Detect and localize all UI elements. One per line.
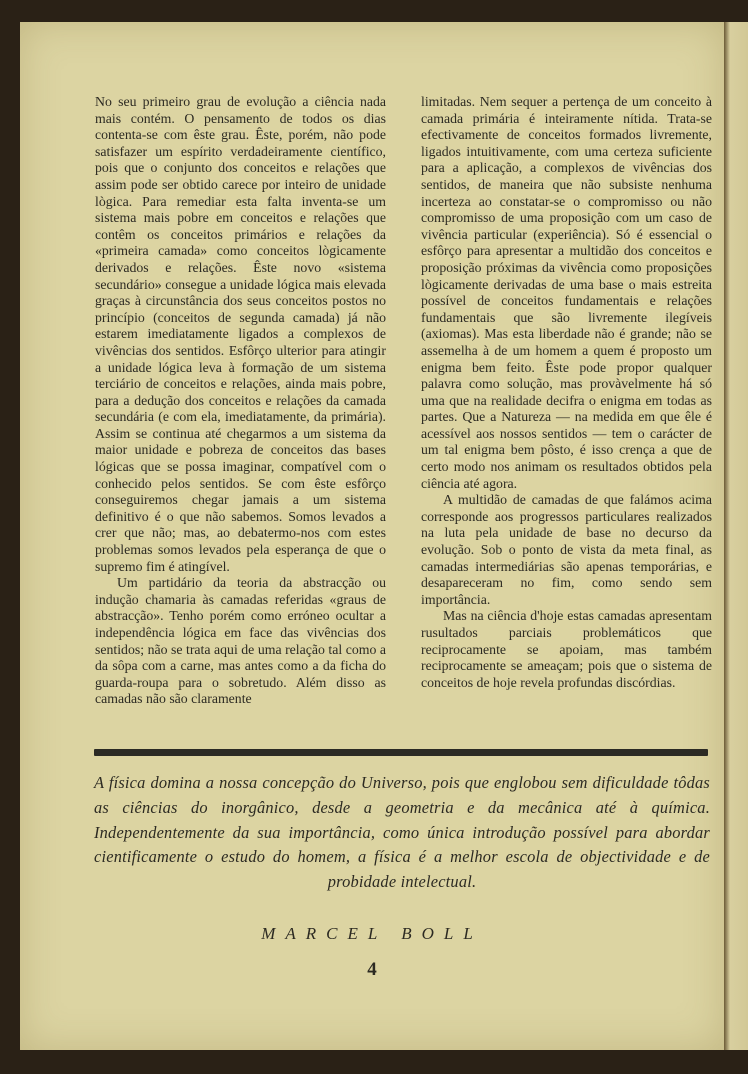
horizontal-rule bbox=[94, 749, 708, 756]
paragraph: Um partidário da teoria da abstracção ou indução chamaria às camadas referidas «graus de abstracção». Tenho porém como erróneo ocultar a independência lógica em face das vivências dos sentidos; não se trata aqui de uma relação tal como a da sôpa com a carne, mas antes como a da ficha do guarda-roupa para o sobretudo. Além disso as camadas não são claramente bbox=[95, 575, 386, 707]
quote-author: MARCEL BOLL bbox=[261, 924, 483, 943]
paragraph: limitadas. Nem sequer a pertença de um conceito à camada primária é inteiramente nítida. Trata-se efectivamente de conceitos formados livremente, ligados intuitivamente, com uma certeza suficiente para a aplicação, a complexos de vivências dos sentidos, de maneira que não subsiste nenhuma incerteza ao constatar-se o compromisso ou não compromisso de uma proposição com um caso de vivência particular (experiência). Só é essencial o esfôrço para apresentar a multidão dos conceitos e proposição próximas da vivência como proposições lògicamente derivadas de uma base o mais estreita possível de conceitos fundamentais e relações fundamentais que são livremente ilegíveis (axiomas). Mas esta liberdade não é grande; não se assemelha à de um homem a quem é proposto um enigma bem feito. Êste pode propor qualquer palavra como solução, mas provàvelmente há só uma que na realidade decifra o enigma em todas as partes. Que a Natureza — na medida em que êle é acessível aos nossos sentidos — tem o carácter de um tal enigma bem pôsto, é isso crença a que de certo modo nos animam os resultados obtidos pela ciência até agora. bbox=[421, 94, 712, 491]
book-page bbox=[20, 22, 724, 1050]
article-right-column bbox=[421, 94, 712, 691]
quote-text: A física domina a nossa concepção do Universo, pois que englobou sem dificuldade tôdas as ciências do inorgânico, desde a geometria e da mecânica até à química. Independentemente da sua importância, como única introdução possível para abordar cientificamente o estudo do homem, a física é a melhor escola de objectividade e de probidade intelectual. bbox=[94, 773, 710, 892]
paragraph: A multidão de camadas de que falámos acima corresponde aos progressos particulares realizados na luta pela unidade de base no decurso da evolução. Sob o ponto de vista da meta final, as camadas intermediárias são apenas temporárias, e desapareceram no fim, como sendo sem importância. bbox=[421, 492, 712, 607]
paragraph: No seu primeiro grau de evolução a ciência nada mais contém. O pensamento de todos os dias contenta-se com êste grau. Êste, porém, não pode satisfazer um espírito verdadeiramente científico, pois que o conjunto dos conceitos e relações que assim pode ser obtido carece por inteiro de unidade lògica. Para remediar esta falta inventa-se um sistema mais pobre em conceitos e relações que contêm os conceitos primários e relações da «primeira camada» como conceitos lògicamente derivados e relações. Êste novo «sistema secundário» consegue a unidade lógica mais elevada graças à circunstância dos seus conceitos postos no princípio (conceitos de segunda camada) já não estarem imediatamente ligados a complexos de vivências dos sentidos. Esfôrço ulterior para atingir a unidade lógica leva à formação de um sistema terciário de conceitos e relações, ainda mais pobre, para a dedução dos conceitos e relações da camada secundária (e com ela, imediatamente, da primária). Assim se continua até chegarmos a um sistema da maior unidade e pobreza de conceitos das bases lógicas que se possa imaginar, compatível com o conhecido pelos sentidos. Se com êste esfôrço conseguiremos chegar jamais a um sistema definitivo é o que não sabemos. Somos levados a crer que não; mas, ao debatermo-nos com estes problemas somos levados pela esperança de que o supremo fim é atingível. bbox=[95, 94, 386, 574]
paragraph: Mas na ciência d'hoje estas camadas apresentam rusultados parciais problemáticos que reciprocamente se apoiam, mas também reciprocamente se ameaçam; pois que o sistema de conceitos de hoje revela profundas discórdias. bbox=[421, 608, 712, 690]
page-number: 4 bbox=[367, 959, 377, 980]
article-left-column bbox=[95, 94, 386, 708]
adjacent-page-edge bbox=[724, 22, 748, 1050]
